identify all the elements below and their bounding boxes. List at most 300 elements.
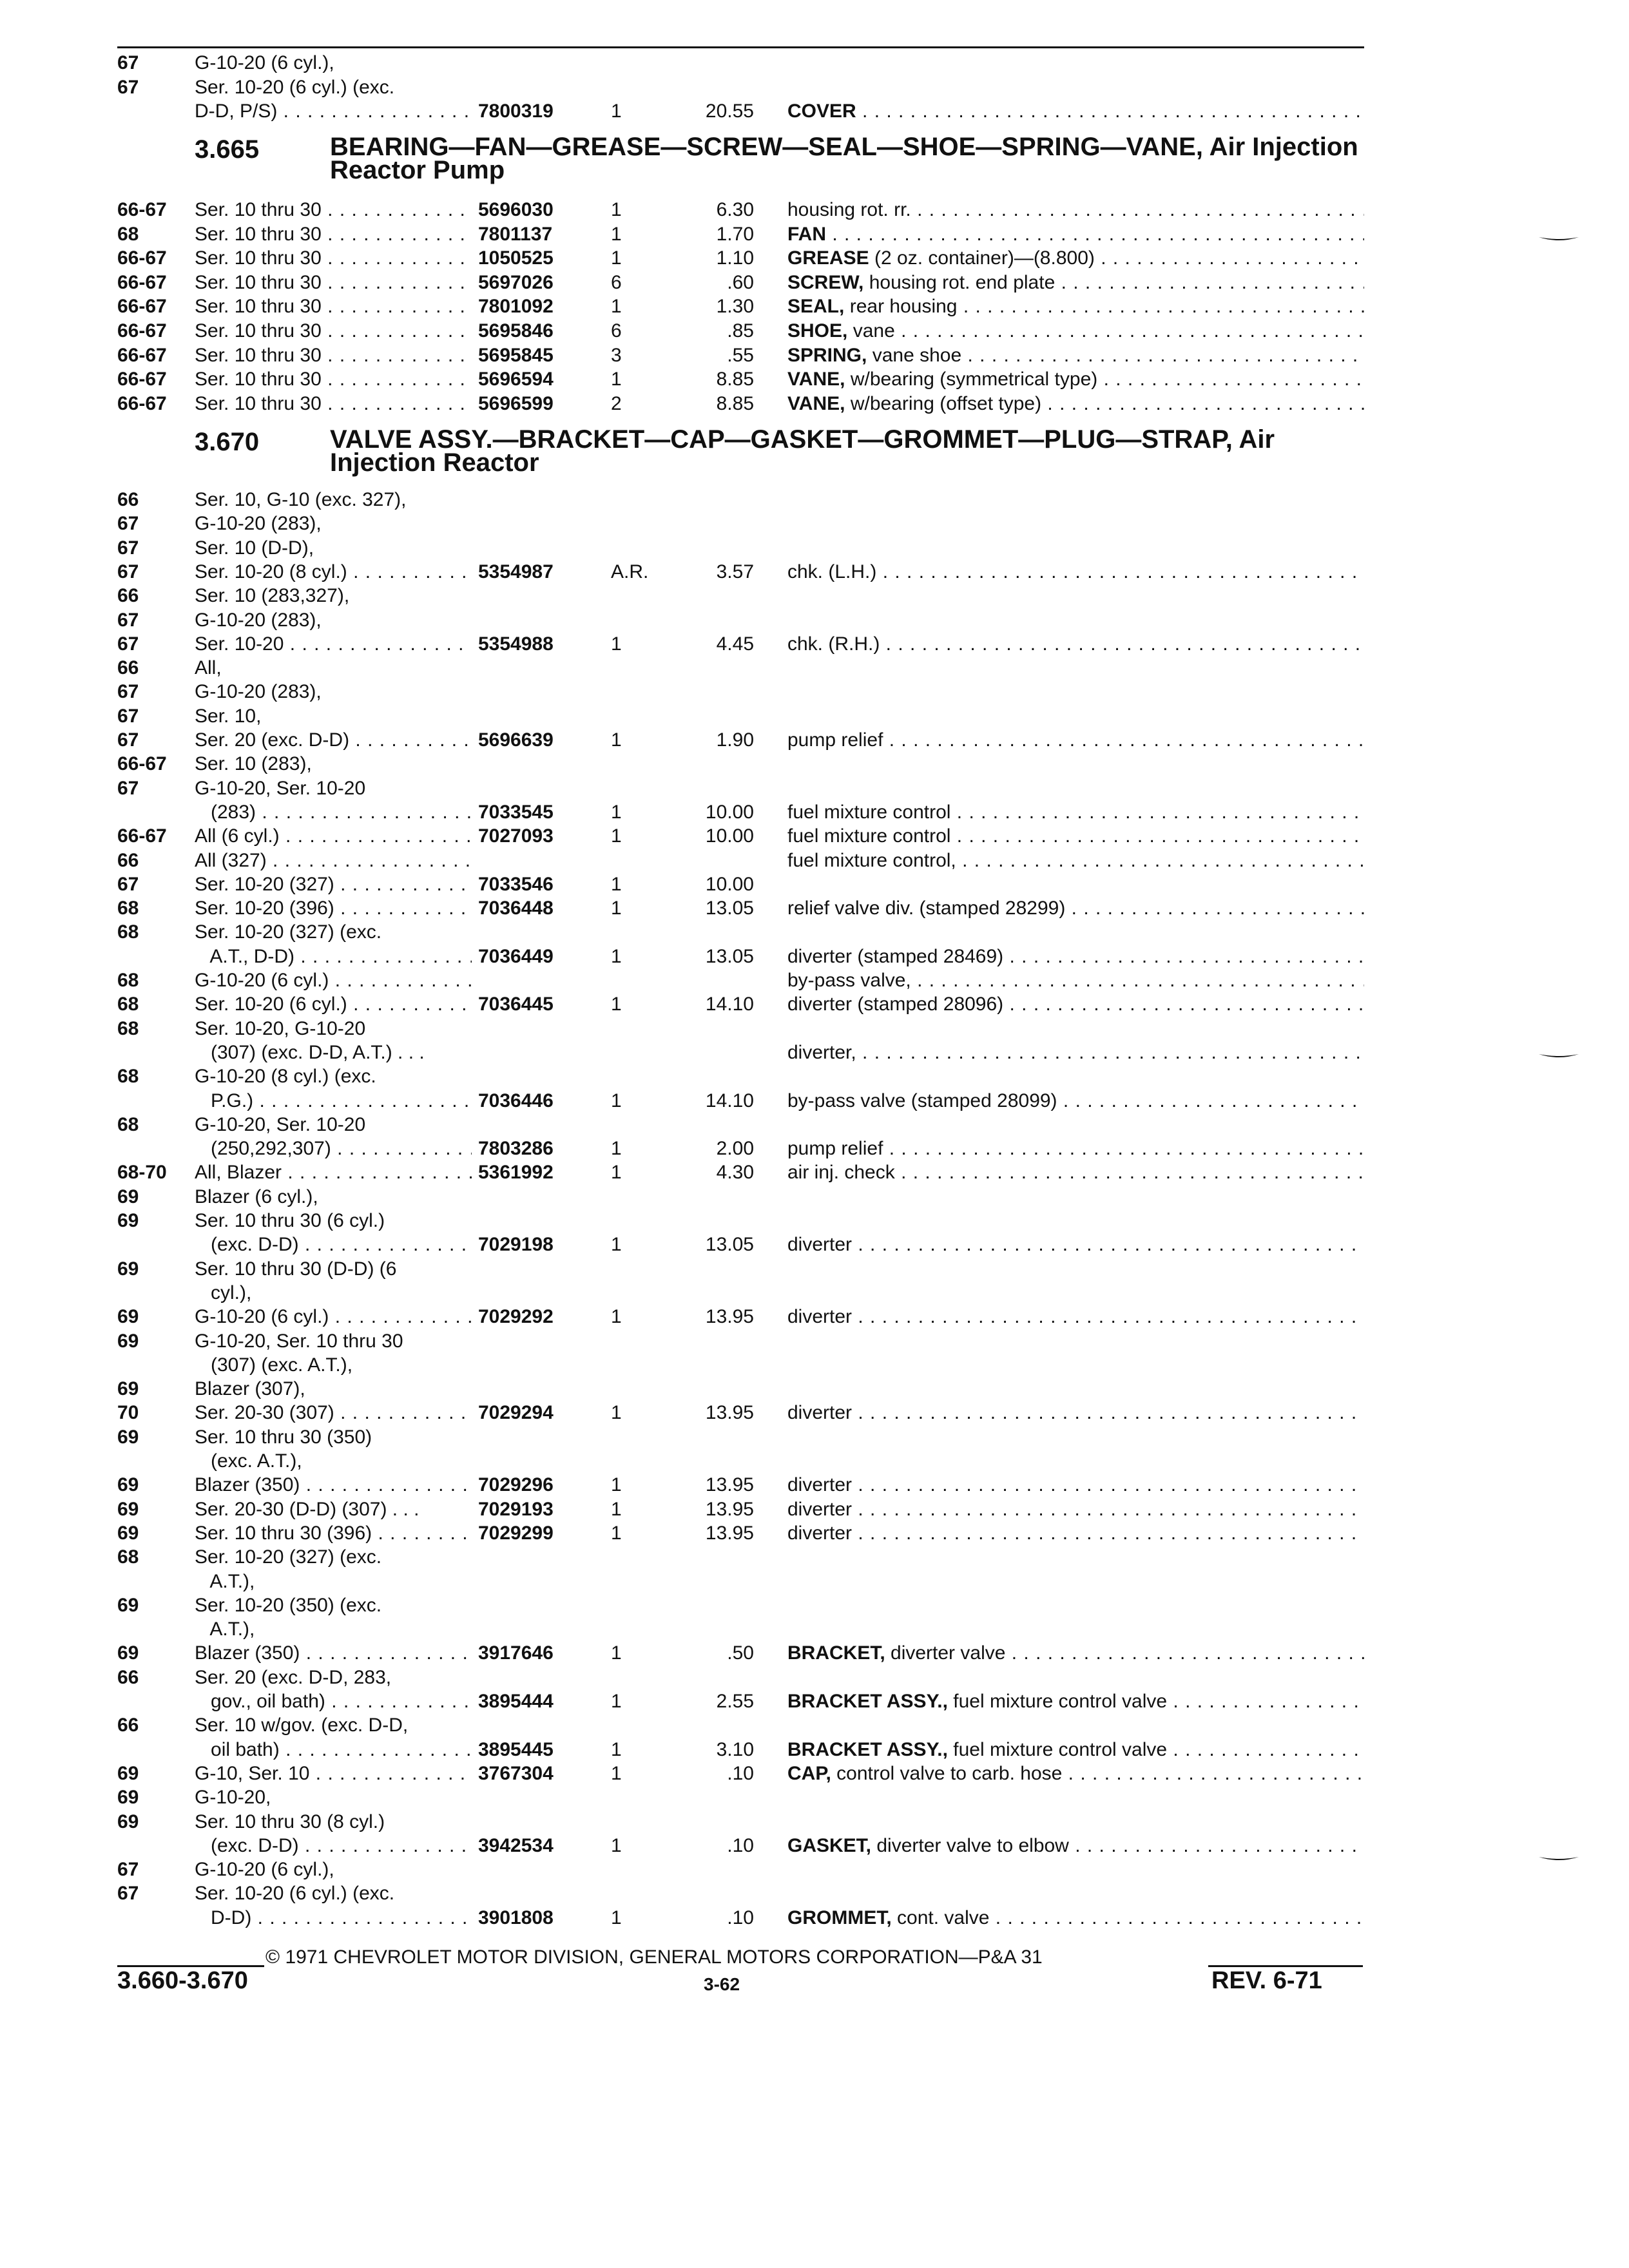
application-cell (195, 1811, 472, 1834)
year-cell: 68 (117, 1017, 139, 1039)
price-cell: 1.30 (716, 296, 754, 318)
description-cell (787, 1522, 1364, 1545)
description-keyword: BRACKET ASSY., (787, 1691, 948, 1712)
application-cell (195, 729, 472, 752)
part-number-cell: 5696030 (478, 199, 554, 220)
part-number-cell: 3901808 (478, 1907, 554, 1928)
table-row (0, 1714, 1629, 1737)
application-cell (195, 897, 472, 920)
year-cell: 69 (117, 1498, 139, 1520)
description-cell (787, 945, 1364, 968)
application-cell (195, 1907, 472, 1930)
application-text: Ser. 10 thru 30 (195, 320, 322, 341)
description-cell (787, 561, 1364, 584)
quantity-cell: 1 (611, 729, 622, 751)
description-text: diverter (787, 1402, 853, 1424)
footer-revision: REV. 6-71 (1211, 1967, 1322, 1994)
table-row (0, 1546, 1629, 1569)
price-cell: 14.10 (705, 1090, 754, 1111)
quantity-cell: 1 (611, 1090, 622, 1111)
table-row (0, 657, 1629, 680)
application-text: Ser. 10 thru 30 (195, 199, 322, 220)
table-row (0, 537, 1629, 560)
part-number-cell: 3942534 (478, 1834, 554, 1856)
application-cell (195, 609, 472, 632)
year-cell: 66 (117, 489, 139, 510)
part-number-cell: 5696599 (478, 392, 554, 414)
description-cell (787, 247, 1364, 270)
part-number-cell: 7801092 (478, 296, 554, 318)
application-text: Ser. 20 (exc. D-D, 283, (195, 1666, 392, 1688)
table-row (0, 873, 1629, 896)
application-cell (195, 1474, 472, 1497)
description-text: air inj. check (787, 1162, 895, 1184)
description-keyword: CAP, (787, 1762, 831, 1784)
description-keyword: VANE, (787, 369, 845, 390)
year-cell: 67 (117, 1859, 139, 1881)
table-row (0, 512, 1629, 535)
table-row (0, 1834, 1629, 1858)
application-text: G-10-20, Ser. 10-20 (195, 1113, 366, 1135)
application-cell (195, 849, 472, 872)
description-cell (787, 198, 1364, 222)
quantity-cell: 1 (611, 1402, 622, 1424)
part-number-cell: 7029193 (478, 1498, 554, 1520)
application-text: Ser. 10 thru 30 (195, 369, 322, 390)
application-text: (307) (exc. A.T.), (195, 1354, 353, 1376)
section-title: VALVE ASSY.—BRACKET—CAP—GASKET—GROMMET—PLUG—STRAP, Air Injection Reactor (330, 425, 1275, 477)
application-text: D-D) (195, 1907, 252, 1928)
application-text: cyl.), (195, 1282, 252, 1303)
application-text: Ser. 10-20, G-10-20 (195, 1017, 366, 1039)
description-text: pump relief (787, 1138, 883, 1160)
year-cell: 67 (117, 873, 139, 895)
part-number-cell: 5695846 (478, 320, 554, 341)
price-cell: 10.00 (705, 801, 754, 823)
description-cell (787, 368, 1364, 391)
year-cell: 69 (117, 1787, 139, 1809)
application-cell (195, 1186, 472, 1209)
quantity-cell: 1 (611, 1691, 622, 1712)
application-cell (195, 561, 472, 584)
quantity-cell: 2 (611, 392, 622, 414)
part-number-cell: 5696639 (478, 729, 554, 751)
description-text: diverter valve (891, 1642, 1006, 1664)
part-number-cell: 3895444 (478, 1691, 554, 1712)
footer-page-number: 3-62 (704, 1974, 740, 1994)
price-cell: 13.05 (705, 1234, 754, 1256)
year-cell: 67 (117, 729, 139, 751)
application-text: Ser. 10 thru 30 (8 cyl.) (195, 1811, 385, 1832)
application-cell (195, 825, 472, 848)
application-text: All, Blazer (195, 1162, 282, 1184)
quantity-cell: A.R. (611, 561, 649, 582)
year-cell: 69 (117, 1811, 139, 1832)
price-cell: 13.95 (705, 1402, 754, 1424)
table-row (0, 1618, 1629, 1641)
price-cell: .60 (727, 271, 754, 293)
quantity-cell: 1 (611, 1234, 622, 1256)
price-cell: 13.95 (705, 1474, 754, 1496)
application-cell (195, 633, 472, 656)
application-cell (195, 271, 472, 294)
application-cell (195, 76, 472, 99)
table-row (0, 1233, 1629, 1256)
year-cell: 67 (117, 609, 139, 631)
application-cell (195, 1233, 472, 1256)
application-cell (195, 1113, 472, 1137)
application-text: G-10-20 (283), (195, 681, 322, 703)
application-cell (195, 801, 472, 824)
part-number-cell: 7029292 (478, 1306, 554, 1328)
description-cell (787, 801, 1364, 824)
part-number-cell: 3767304 (478, 1762, 554, 1784)
description-text: pump relief (787, 729, 883, 751)
application-text: All (327) (195, 849, 267, 871)
application-text: (307) (exc. D-D, A.T.) . . . (195, 1041, 425, 1063)
description-text: by-pass valve (stamped 28099) (787, 1090, 1057, 1111)
application-cell (195, 1546, 472, 1569)
description-text: diverter (787, 1306, 853, 1328)
application-cell (195, 100, 472, 123)
application-cell (195, 945, 472, 968)
table-row (0, 1258, 1629, 1281)
year-cell: 66 (117, 657, 139, 679)
description-cell (787, 1907, 1364, 1930)
quantity-cell: 1 (611, 801, 622, 823)
description-text: fuel mixture control (787, 801, 951, 823)
application-cell (195, 873, 472, 896)
application-text: G-10-20 (8 cyl.) (exc. (195, 1066, 376, 1088)
table-row (0, 1858, 1629, 1881)
application-text: Ser. 10-20 (6 cyl.) (exc. (195, 1883, 395, 1905)
application-text: D-D, P/S) (195, 101, 278, 122)
description-text: chk. (R.H.) (787, 633, 880, 655)
description-keyword: BRACKET, (787, 1642, 885, 1664)
application-text: gov., oil bath) (195, 1691, 325, 1712)
description-text: diverter (787, 1474, 853, 1496)
year-cell: 69 (117, 1594, 139, 1616)
application-cell (195, 1738, 472, 1762)
application-cell (195, 1209, 472, 1233)
application-cell (195, 753, 472, 776)
price-cell: .50 (727, 1642, 754, 1664)
table-row (0, 100, 1629, 123)
application-text: A.T., D-D) (195, 945, 295, 967)
table-row (0, 1690, 1629, 1713)
edge-mark (1539, 236, 1579, 245)
description-keyword: GREASE (787, 247, 869, 269)
table-row (0, 945, 1629, 968)
application-text: Ser. 10-20 (8 cyl.) (195, 561, 347, 582)
part-number-cell: 7029198 (478, 1234, 554, 1256)
application-text: Ser. 10 thru 30 (350) (195, 1426, 372, 1448)
table-row (0, 1570, 1629, 1593)
table-row (0, 1305, 1629, 1329)
table-row (0, 921, 1629, 944)
table-row (0, 1498, 1629, 1521)
year-cell: 67 (117, 705, 139, 727)
section-title: BEARING—FAN—GREASE—SCREW—SEAL—SHOE—SPRING—VANE, Air Injection Reactor Pump (330, 133, 1358, 184)
year-cell: 69 (117, 1522, 139, 1544)
price-cell: .85 (727, 320, 754, 341)
quantity-cell: 1 (611, 1762, 622, 1784)
price-cell: 13.95 (705, 1498, 754, 1520)
description-text: w/bearing (offset type) (850, 392, 1042, 414)
description-cell (787, 295, 1364, 318)
description-cell (787, 1642, 1364, 1665)
application-cell (195, 1258, 472, 1281)
application-cell (195, 1041, 472, 1064)
application-cell (195, 1522, 472, 1545)
year-cell: 69 (117, 1426, 139, 1448)
table-row (0, 825, 1629, 848)
table-row (0, 680, 1629, 704)
application-text: Ser. 10, G-10 (exc. 327), (195, 489, 407, 510)
application-cell (195, 777, 472, 800)
application-text: G-10-20, Ser. 10 thru 30 (195, 1330, 403, 1352)
application-text: Ser. 10 thru 30 (396) (195, 1522, 372, 1544)
description-cell (787, 1834, 1364, 1858)
description-text: diverter valve to elbow (876, 1834, 1069, 1856)
table-row (0, 633, 1629, 656)
application-cell (195, 52, 472, 75)
application-cell (195, 1714, 472, 1737)
table-row (0, 609, 1629, 632)
table-row (0, 223, 1629, 246)
description-text: housing rot. rr. (787, 199, 911, 220)
table-row (0, 1786, 1629, 1809)
part-number-cell: 7036448 (478, 898, 554, 919)
table-row (0, 1378, 1629, 1401)
quantity-cell: 1 (611, 1306, 622, 1328)
quantity-cell: 1 (611, 633, 622, 655)
description-text: diverter (787, 1498, 853, 1520)
description-cell (787, 825, 1364, 848)
table-row (0, 368, 1629, 391)
application-text: Ser. 20-30 (D-D) (307) . . . (195, 1498, 419, 1520)
application-text: Ser. 10 (D-D), (195, 537, 314, 559)
quantity-cell: 1 (611, 296, 622, 318)
table-row (0, 561, 1629, 584)
quantity-cell: 1 (611, 247, 622, 269)
part-number-cell: 7027093 (478, 825, 554, 847)
application-cell (195, 1161, 472, 1184)
application-text: A.T.), (195, 1570, 255, 1592)
section-heading-3670 (0, 425, 1629, 487)
application-text: Ser. 10 (283), (195, 753, 312, 775)
part-number-cell: 7029296 (478, 1474, 554, 1496)
application-cell (195, 921, 472, 944)
application-text: Ser. 10 thru 30 (195, 344, 322, 366)
table-row (0, 1186, 1629, 1209)
description-keyword: SEAL, (787, 296, 845, 318)
year-cell: 68 (117, 1546, 139, 1568)
table-row (0, 584, 1629, 608)
application-text: Ser. 10 w/gov. (exc. D-D, (195, 1715, 409, 1736)
quantity-cell: 1 (611, 101, 622, 122)
application-text: (exc. A.T.), (195, 1450, 302, 1472)
table-row (0, 801, 1629, 824)
description-cell (787, 344, 1364, 367)
application-text: Ser. 10 thru 30 (195, 296, 322, 318)
section-number: 3.670 (195, 428, 260, 456)
description-cell (787, 392, 1364, 416)
quantity-cell: 1 (611, 1907, 622, 1928)
description-cell (787, 1161, 1364, 1184)
description-text: relief valve div. (stamped 28299) (787, 898, 1066, 919)
year-cell: 67 (117, 681, 139, 703)
price-cell: 10.00 (705, 825, 754, 847)
application-text: Ser. 10 thru 30 (D-D) (6 (195, 1258, 397, 1280)
price-cell: 4.45 (716, 633, 754, 655)
year-cell: 69 (117, 1762, 139, 1784)
table-row (0, 295, 1629, 318)
price-cell: 13.95 (705, 1522, 754, 1544)
table-row (0, 1282, 1629, 1305)
application-cell (195, 969, 472, 992)
application-text: (250,292,307) (195, 1138, 331, 1160)
quantity-cell: 1 (611, 199, 622, 220)
application-cell (195, 1017, 472, 1041)
section-heading-3665 (0, 133, 1629, 195)
application-cell (195, 1642, 472, 1665)
application-cell (195, 1426, 472, 1449)
table-row (0, 320, 1629, 343)
description-cell (787, 1762, 1364, 1785)
description-cell (787, 1401, 1364, 1425)
description-keyword: VANE, (787, 392, 845, 414)
table-row (0, 1762, 1629, 1785)
description-text: vane (853, 320, 895, 341)
year-cell: 67 (117, 537, 139, 559)
year-cell: 66-67 (117, 369, 167, 390)
table-row (0, 1811, 1629, 1834)
application-cell (195, 1354, 472, 1377)
application-cell (195, 1282, 472, 1305)
part-number-cell: 1050525 (478, 247, 554, 269)
year-cell: 67 (117, 633, 139, 655)
application-cell (195, 368, 472, 391)
year-cell: 69 (117, 1474, 139, 1496)
table-row (0, 1882, 1629, 1905)
application-cell (195, 1330, 472, 1353)
application-text: All (6 cyl.) (195, 825, 280, 847)
table-row (0, 1474, 1629, 1497)
description-text: diverter, (787, 1041, 856, 1063)
application-text: oil bath) (195, 1738, 280, 1760)
description-cell (787, 1738, 1364, 1762)
year-cell: 68 (117, 970, 139, 991)
application-text: Ser. 10-20 (396) (195, 898, 334, 919)
year-cell: 68 (117, 994, 139, 1015)
description-text: by-pass valve, (787, 970, 911, 991)
description-cell (787, 223, 1364, 246)
quantity-cell: 3 (611, 344, 622, 366)
price-cell: 8.85 (716, 392, 754, 414)
description-text: diverter (stamped 28096) (787, 994, 1004, 1015)
table-row (0, 1594, 1629, 1617)
price-cell: 4.30 (716, 1162, 754, 1184)
part-number-cell: 5695845 (478, 344, 554, 366)
application-cell (195, 1305, 472, 1329)
application-text: Ser. 10, (195, 705, 262, 727)
price-cell: 13.05 (705, 945, 754, 967)
part-number-cell: 7803286 (478, 1138, 554, 1160)
year-cell: 66-67 (117, 344, 167, 366)
application-text: Ser. 10-20 (350) (exc. (195, 1594, 382, 1616)
application-cell (195, 1690, 472, 1713)
year-cell: 66-67 (117, 320, 167, 341)
quantity-cell: 1 (611, 1138, 622, 1160)
description-cell (787, 271, 1364, 294)
description-keyword: FAN (787, 223, 826, 245)
price-cell: 1.90 (716, 729, 754, 751)
description-text: rear housing (849, 296, 958, 318)
table-row (0, 52, 1629, 75)
year-cell: 68 (117, 898, 139, 919)
description-cell (787, 969, 1364, 992)
application-text: G-10-20 (283), (195, 609, 322, 631)
price-cell: 3.10 (716, 1738, 754, 1760)
application-text: G-10-20 (6 cyl.) (195, 1306, 329, 1328)
application-text: A.T.), (195, 1619, 255, 1640)
description-text: (2 oz. container)—(8.800) (874, 247, 1095, 269)
table-row (0, 1041, 1629, 1064)
application-cell (195, 1834, 472, 1858)
application-cell (195, 344, 472, 367)
part-number-cell: 5361992 (478, 1162, 554, 1184)
quantity-cell: 1 (611, 825, 622, 847)
description-cell (787, 1690, 1364, 1713)
table-row (0, 247, 1629, 270)
description-text: diverter (787, 1522, 853, 1544)
part-number-cell: 5697026 (478, 271, 554, 293)
quantity-cell: 6 (611, 320, 622, 341)
table-row (0, 344, 1629, 367)
application-text: Ser. 20 (exc. D-D) (195, 729, 350, 751)
year-cell: 67 (117, 76, 139, 98)
table-row (0, 1450, 1629, 1473)
quantity-cell: 1 (611, 1522, 622, 1544)
part-number-cell: 7036449 (478, 945, 554, 967)
part-number-cell: 5696594 (478, 369, 554, 390)
part-number-cell: 5354988 (478, 633, 554, 655)
description-cell (787, 1305, 1364, 1329)
description-cell (787, 1137, 1364, 1160)
year-cell: 67 (117, 52, 139, 73)
year-cell: 69 (117, 1186, 139, 1207)
table-row (0, 729, 1629, 752)
part-number-cell: 7036446 (478, 1090, 554, 1111)
table-row (0, 1426, 1629, 1449)
description-keyword: GASKET, (787, 1834, 872, 1856)
description-keyword: SPRING, (787, 344, 867, 366)
year-cell: 66-67 (117, 296, 167, 318)
year-cell: 67 (117, 513, 139, 535)
price-cell: .10 (727, 1762, 754, 1784)
application-text: Ser. 10 (283,327), (195, 585, 350, 607)
application-cell (195, 1570, 472, 1593)
application-cell (195, 1858, 472, 1881)
year-cell: 68-70 (117, 1162, 167, 1184)
table-row (0, 488, 1629, 512)
description-text: fuel mixture control, (787, 849, 956, 871)
table-row (0, 993, 1629, 1016)
quantity-cell: 1 (611, 369, 622, 390)
price-cell: 14.10 (705, 994, 754, 1015)
application-text: Ser. 10 thru 30 (195, 223, 322, 245)
